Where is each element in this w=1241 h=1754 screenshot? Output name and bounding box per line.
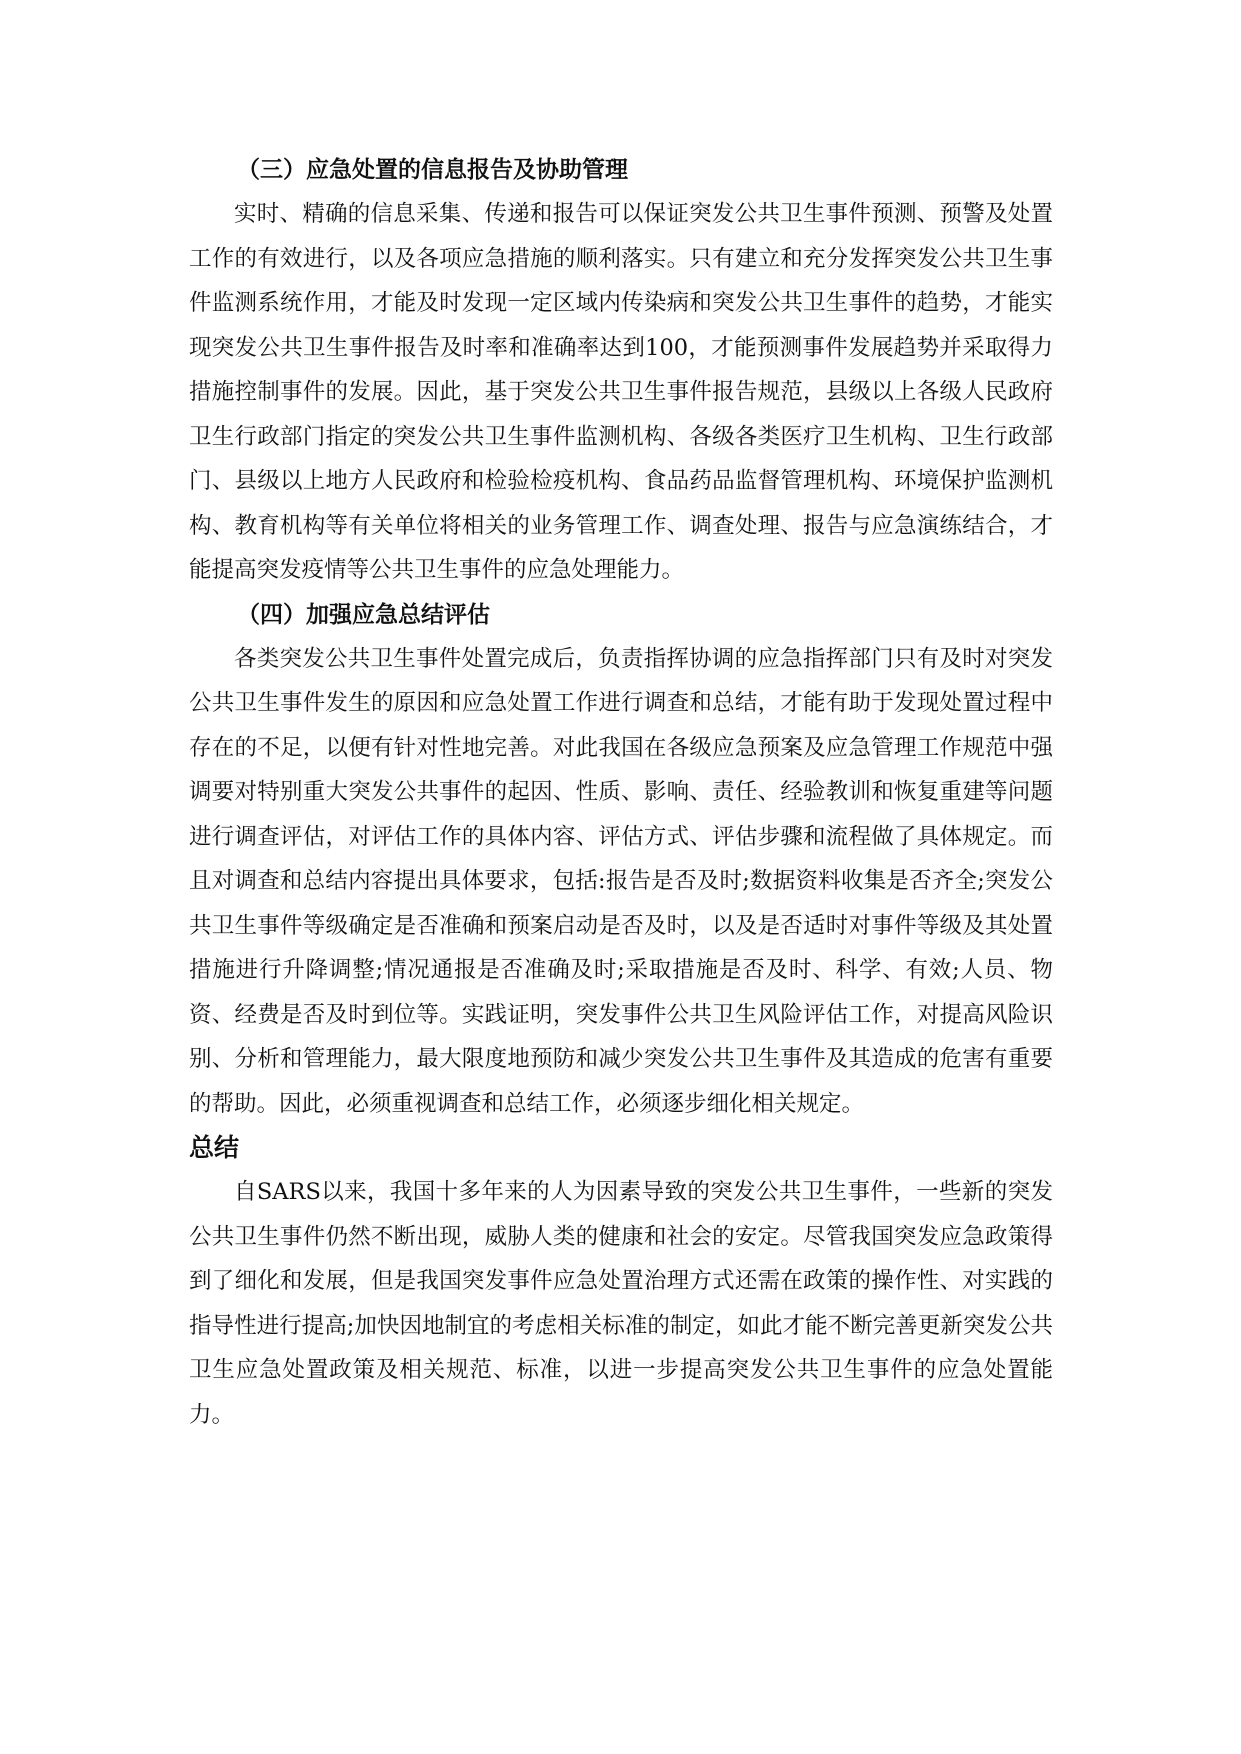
summary-heading: 总结 <box>189 1133 240 1162</box>
sub-heading-info-report: （三）应急处置的信息报告及协助管理 <box>237 157 628 183</box>
paragraph-info-report: 实时、精确的信息采集、传递和报告可以保证突发公共卫生事件预测、预警及处置工作的有效进行，以及各项应急措施的顺利落实。只有建立和充分发挥突发公共卫生事件监测系统作用，才能及时发现一定区域内传染病和突发公共卫生事件的趋势，才能实现突发公共卫生事件报告及时率和准确率达到100，才能预测事件发展趋势并采取得力措施控制事件的发展。因此，基于突发公共卫生事件报告规范，县级以上各级人民政府卫生行政部门指定的突发公共卫生事件监测机构、各级各类医疗卫生机构、卫生行政部门、县级以上地方人民政府和检验检疫机构、食品药品监督管理机构、环境保护监测机构、教育机构等有关单位将相关的业务管理工作、调查处理、报告与应急演练结合，才能提高突发疫情等公共卫生事件的应急处理能力。 <box>189 201 1053 583</box>
document-body <box>189 148 1053 1437</box>
sub-heading-evaluation: （四）加强应急总结评估 <box>237 601 490 628</box>
summary-paragraph: 自SARS以来，我国十多年来的人为因素导致的突发公共卫生事件，一些新的突发公共卫生事件仍然不断出现，威胁人类的健康和社会的安定。尽管我国突发应急政策得到了细化和发展，但是我国突发事件应急处置治理方式还需在政策的操作性、对实践的指导性进行提高;加快因地制宜的考虑相关标准的制定，如此才能不断完善更新突发公共卫生应急处置政策及相关规范、标准，以进一步提高突发公共卫生事件的应急处置能力。 <box>189 1179 1053 1428</box>
paragraph-evaluation: 各类突发公共卫生事件处置完成后，负责指挥协调的应急指挥部门只有及时对突发公共卫生事件发生的原因和应急处置工作进行调查和总结，才能有助于发现处置过程中存在的不足，以便有针对性地完善。对此我国在各级应急预案及应急管理工作规范中强调要对特别重大突发公共事件的起因、性质、影响、责任、经验教训和恢复重建等问题进行调查评估，对评估工作的具体内容、评估方式、评估步骤和流程做了具体规定。而且对调查和总结内容提出具体要求，包括:报告是否及时;数据资料收集是否齐全;突发公共卫生事件等级确定是否准确和预案启动是否及时，以及是否适时对事件等级及其处置措施进行升降调整;情况通报是否准确及时;采取措施是否及时、科学、有效;人员、物资、经费是否及时到位等。实践证明，突发事件公共卫生风险评估工作，对提高风险识别、分析和管理能力，最大限度地预防和减少突发公共卫生事件及其造成的危害有重要的帮助。因此，必须重视调查和总结工作，必须逐步细化相关规定。 <box>189 645 1053 1117</box>
